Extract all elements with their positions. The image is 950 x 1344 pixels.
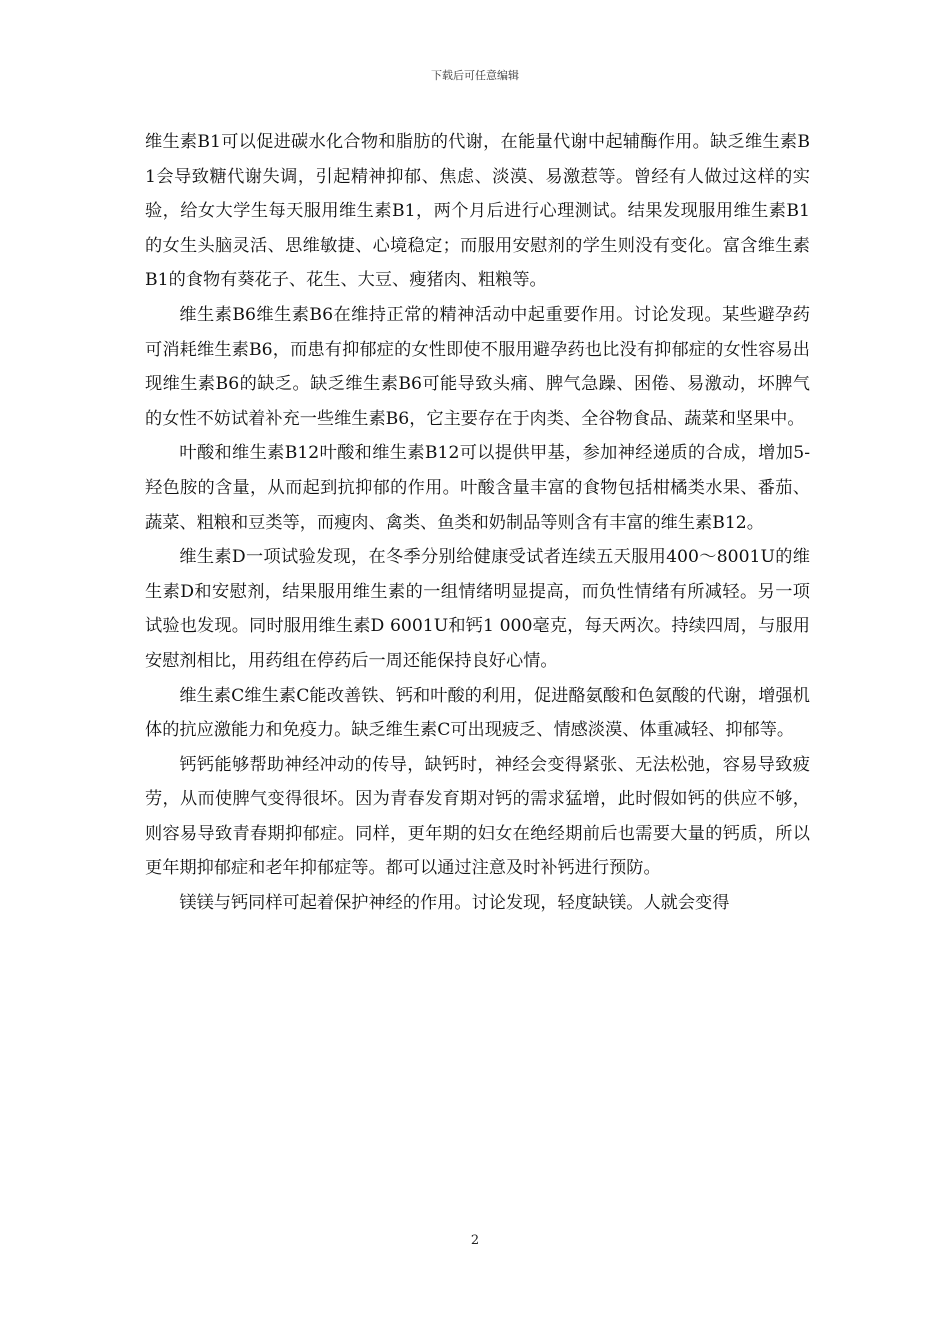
paragraph-vitamin-b1: 维生素B1可以促进碳水化合物和脂肪的代谢，在能量代谢中起辅酶作用。缺乏维生素B1会导致糖代谢失调，引起精神抑郁、焦虑、淡漠、易激惹等。曾经有人做过这样的实验，给女大学生每天服用维生素B1，两个月后进行心理测试。结果发现服用维生素B1的女生头脑灵活、思维敏捷、心境稳定；而服用安慰剂的学生则没有变化。富含维生素B1的食物有葵花子、花生、大豆、瘦猪肉、粗粮等。 <box>145 132 810 291</box>
paragraph-vitamin-b6: 维生素B6维生素B6在维持正常的精神活动中起重要作用。讨论发现。某些避孕药可消耗维生素B6，而患有抑郁症的女性即使不服用避孕药也比没有抑郁症的女性容易出现维生素B6的缺乏。缺乏维生素B6可能导致头痛、脾气急躁、困倦、易激动，坏脾气的女性不妨试着补充一些维生素B6，它主要存在于肉类、全谷物食品、蔬菜和坚果中。 <box>145 304 810 429</box>
paragraph-calcium: 钙钙能够帮助神经冲动的传导，缺钙时，神经会变得紧张、无法松弛，容易导致疲劳，从而使脾气变得很坏。因为青春发育期对钙的需求猛增，此时假如钙的供应不够，则容易导致青春期抑郁症。同样，更年期的妇女在绝经期前后也需要大量的钙质，所以更年期抑郁症和老年抑郁症等。都可以通过注意及时补钙进行预防。 <box>145 754 810 879</box>
page-header: 下载后可任意编辑 <box>431 69 519 82</box>
paragraph-vitamin-d: 维生素D一项试验发现，在冬季分别给健康受试者连续五天服用400～8001U的维生素D和安慰剂，结果服用维生素的一组情绪明显提高，而负性情绪有所减轻。另一项试验也发现。同时服用维生素D 6001U和钙1 000毫克，每天两次。持续四周，与服用安慰剂相比，用药组在停药后一周还能保持良好心情。 <box>145 547 810 671</box>
paragraph-magnesium: 镁镁与钙同样可起着保护神经的作用。讨论发现，轻度缺镁。人就会变得 <box>179 893 730 914</box>
paragraph-vitamin-c: 维生素C维生素C能改善铁、钙和叶酸的利用，促进酪氨酸和色氨酸的代谢，增强机体的抗应激能力和免疫力。缺乏维生素C可出现疲乏、情感淡漠、体重减轻、抑郁等。 <box>145 685 810 741</box>
page-number: 2 <box>470 1233 480 1248</box>
paragraph-folic-acid-b12: 叶酸和维生素B12叶酸和维生素B12可以提供甲基，参加神经递质的合成，增加5-羟色胺的含量，从而起到抗抑郁的作用。叶酸含量丰富的食物包括柑橘类水果、番茄、蔬菜、粗粮和豆类等，而瘦肉、禽类、鱼类和奶制品等则含有丰富的维生素B12。 <box>145 443 810 533</box>
document-body <box>145 125 810 921</box>
